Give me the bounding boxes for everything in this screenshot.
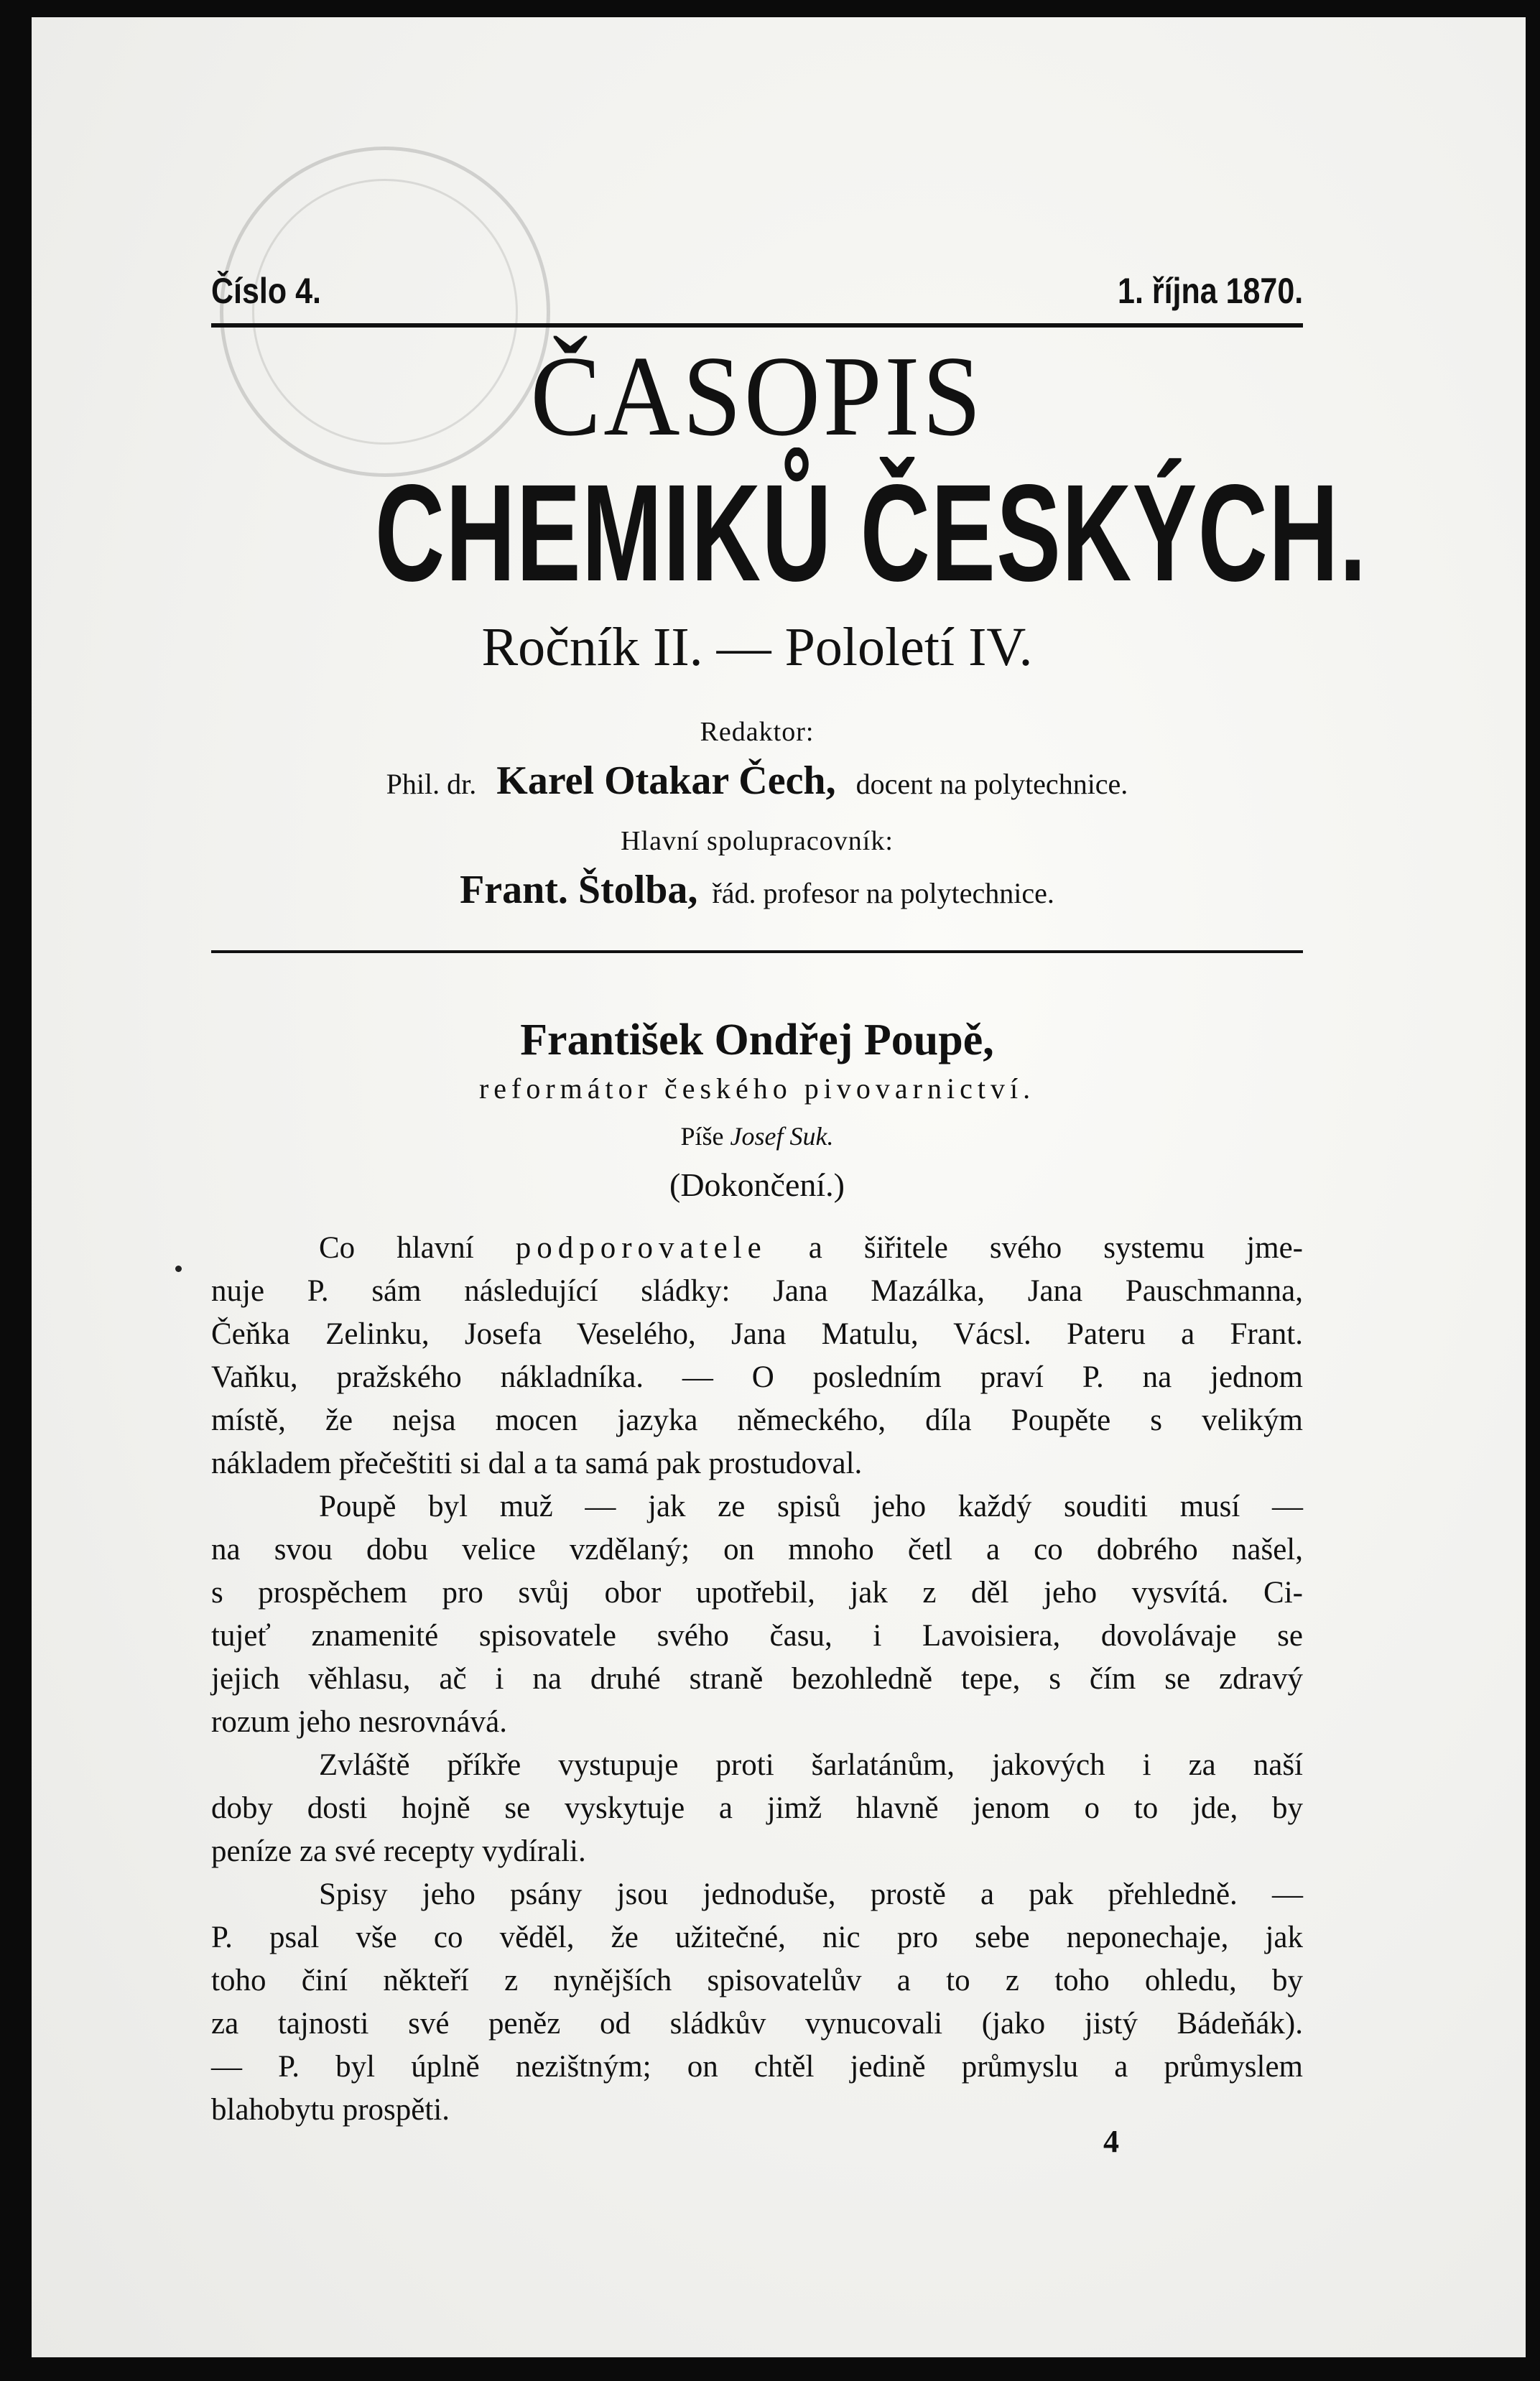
- article-title: František Ondřej Poupě,: [520, 1016, 994, 1064]
- editor-name: Karel Otakar Čech,: [496, 758, 836, 803]
- volume-line: Ročník II. — Pololetí IV.: [481, 617, 1033, 677]
- article-continuation: (Dokončení.): [669, 1166, 845, 1203]
- author-prefix: Píše: [680, 1122, 724, 1151]
- margin-dot: [175, 1266, 182, 1272]
- article-line: na svou dobu velice vzdělaný; on mnoho četl a co dobrého našel,: [211, 1533, 1303, 1567]
- collaborator-name: Frant. Štolba,: [460, 868, 698, 912]
- article-author: [211, 1121, 1303, 1151]
- editor-label: Redaktor:: [700, 717, 815, 747]
- spaced-emphasis: podporovatele: [515, 1231, 767, 1265]
- article-line: rozum jeho nesrovnává.: [211, 1705, 507, 1739]
- article-line: Zvláště příkře vystupuje proti šarlatánům, jakových i za naší: [319, 1748, 1303, 1782]
- article-line: peníze za své recepty vydírali.: [211, 1834, 586, 1868]
- article-line: místě, že nejsa mocen jazyka německého, díla Poupěte s velikým: [211, 1403, 1303, 1437]
- article-subtitle: reformátor českého pivovarnictví.: [478, 1072, 1036, 1105]
- issue-header: [211, 261, 1303, 328]
- issue-date: 1. října 1870.: [1117, 271, 1303, 311]
- article-line: Čeňka Zelinku, Josefa Veselého, Jana Matulu, Vácsl. Pateru a Frant.: [211, 1317, 1303, 1351]
- article-line: nákladem přečeštiti si dal a ta samá pak prostudoval.: [211, 1447, 863, 1480]
- article-line: blahobytu prospěti.: [211, 2093, 450, 2127]
- journal-page: [32, 17, 1526, 2357]
- masthead-title-line1: ČASOPIS: [530, 332, 984, 460]
- article-line: doby dosti hojně se vyskytuje a jimž hlavně jenom o to jde, by: [211, 1791, 1303, 1825]
- article-line: — P. byl úplně nezištným; on chtěl jedině průmyslu a průmyslem: [211, 2050, 1303, 2084]
- article-line: Spisy jeho psány jsou jednoduše, prostě a pak přehledně. —: [319, 1878, 1303, 1911]
- article-line: toho činí někteří z nynějších spisovatelův a to z toho ohledu, by: [211, 1964, 1303, 1997]
- editor-line: [211, 758, 1303, 804]
- page-number: 4: [1103, 2124, 1119, 2159]
- article-line: Vaňku, pražského nákladníka. — O posledním praví P. na jednom: [211, 1360, 1303, 1394]
- masthead-title-line2: CHEMIKŮ ČESKÝCH.: [375, 455, 1368, 610]
- article-line: P. psal vše co věděl, že užitečné, nic pro sebe neponechaje, jak: [211, 1921, 1303, 1954]
- article-line: nuje P. sám následující sládky: Jana Mazálka, Jana Pauschmanna,: [211, 1274, 1303, 1308]
- article-body: [211, 1227, 1303, 2132]
- collaborator-line: [211, 867, 1303, 913]
- issue-number: Číslo 4.: [211, 271, 321, 311]
- article-line: Co hlavní podporovatele a šiřitele svého systemu jme-: [319, 1231, 1303, 1265]
- article-line: tujeť znamenité spisovatele svého času, i Lavoisiera, dovolávaje se: [211, 1619, 1303, 1653]
- page-content: [211, 261, 1368, 2132]
- editor-prefix: Phil. dr.: [386, 768, 477, 800]
- header-rule: [211, 950, 1303, 953]
- article-line: za tajnosti své peněz od sládkův vynucovali (jako jistý Bádeňák).: [211, 2007, 1303, 2041]
- article-line: s prospěchem pro svůj obor upotřebil, jak z děl jeho vysvítá. Ci-: [211, 1576, 1303, 1610]
- collaborator-label: Hlavní spolupracovník:: [621, 826, 894, 856]
- collaborator-role: řád. profesor na polytechnice.: [712, 877, 1054, 909]
- editor-role: docent na polytechnice.: [855, 768, 1128, 800]
- article-line: Poupě byl muž — jak ze spisů jeho každý souditi musí —: [319, 1490, 1303, 1523]
- article-line: jejich věhlasu, ač i na druhé straně bezohledně tepe, s čím se zdravý: [211, 1662, 1303, 1696]
- author-name: Josef Suk.: [730, 1122, 834, 1151]
